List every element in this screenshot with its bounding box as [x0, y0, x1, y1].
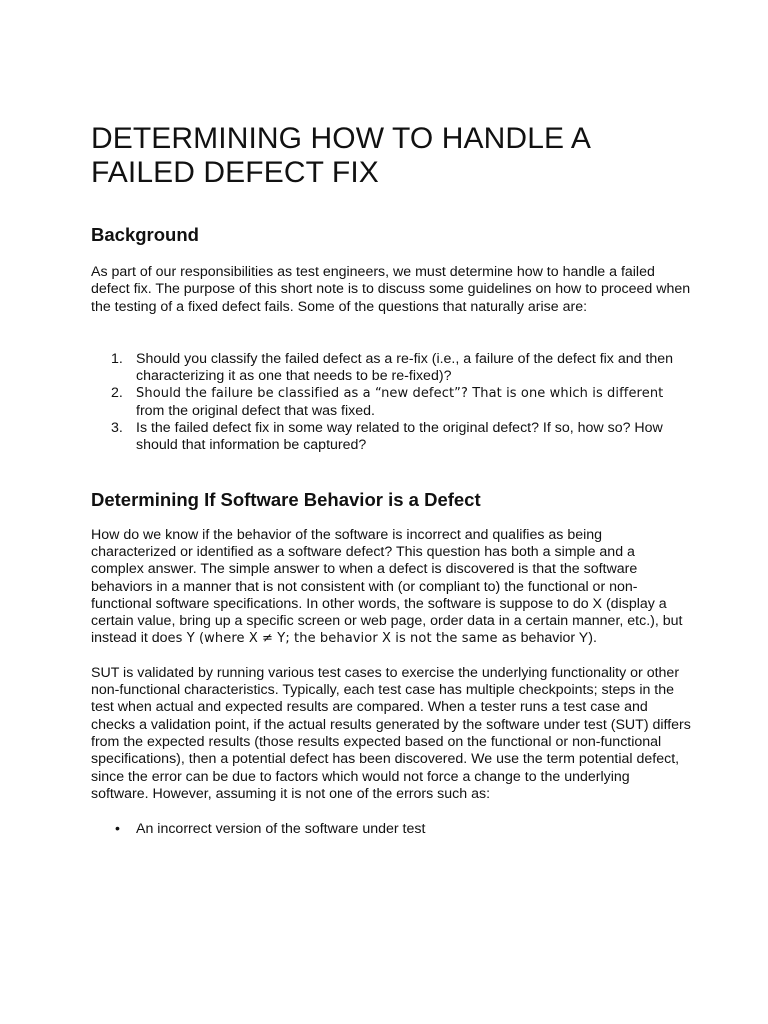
defect-paragraph-2: SUT is validated by running various test cases to exercise the underlying functionality or other non-functional characteristics. Typically, each test case has multiple checkpoints; steps in the test when actual and expected results are compared. When a tester runs a test case and checks a validation point, if the actual results generated by the software under test (SUT) differs from the expected results (those results expected based on the functional or non-functional specifications), then a potential defect has been discovered. We use the term potential defect, since the error can be due to factors which would not force a change to the underlying software. However, assuming it is not one of the errors such as:: [91, 664, 691, 802]
background-intro-paragraph: As part of our responsibilities as test engineers, we must determine how to handle a failed defect fix. The purpose of this short note is to discuss some guidelines on how to proceed when the testing of a fixed defect fails. Some of the questions that naturally arise are:: [91, 264, 691, 315]
document-page: [91, 122, 691, 838]
list-item: [91, 420, 691, 455]
background-heading: Background: [91, 224, 199, 245]
list-item-number: 1.: [111, 350, 123, 367]
defect-section-heading: Determining If Software Behavior is a Defect: [91, 488, 481, 510]
list-item-number: 3.: [111, 420, 123, 437]
list-item-number: 2.: [111, 385, 123, 402]
errors-list: [91, 821, 691, 838]
defect-paragraph-1: [91, 527, 691, 648]
questions-list: [91, 351, 691, 455]
list-item-text: Is the failed defect fix in some way related to the original defect? If so, how so? How should that information be captured?: [136, 420, 663, 454]
list-item-text: from the original defect that was fixed.: [136, 402, 375, 419]
defect-paragraph-1-part-a: How do we know if the behavior of the software is incorrect and qualifies as being characterized or identified as a software defect? This question has both a simple and a complex answer. The simple answer to when a defect is discovered is that the software behaviors in a manner that is not consistent with (or compliant to) the functional or non-functional software specifications. In other words, the software is suppose to do X (display a certain value, bring up a specific screen or web page, order data in a certain manner, etc.), but instead it do: [91, 526, 683, 647]
defect-paragraph-1-part-c: behavior Y).: [516, 630, 597, 647]
list-item-text: An incorrect version of the software under test: [136, 821, 426, 838]
defect-paragraph-1-part-b: es Y (where X ≠ Y; the behavior X is not the same as: [167, 631, 517, 647]
list-item-text-alt-font: Should the failure be classified as a “new defect”? That is one which is different: [136, 386, 664, 402]
list-item: [91, 385, 691, 420]
document-title: DETERMINING HOW TO HANDLE A FAILED DEFECT FIX: [91, 122, 590, 189]
bullet-icon: •: [115, 821, 120, 838]
list-item-text: Should you classify the failed defect as a re-fix (i.e., a failure of the defect fix and then characterizing it as one that needs to be re-fixed)?: [136, 350, 674, 385]
list-item: [91, 821, 691, 838]
list-item: [91, 351, 691, 386]
